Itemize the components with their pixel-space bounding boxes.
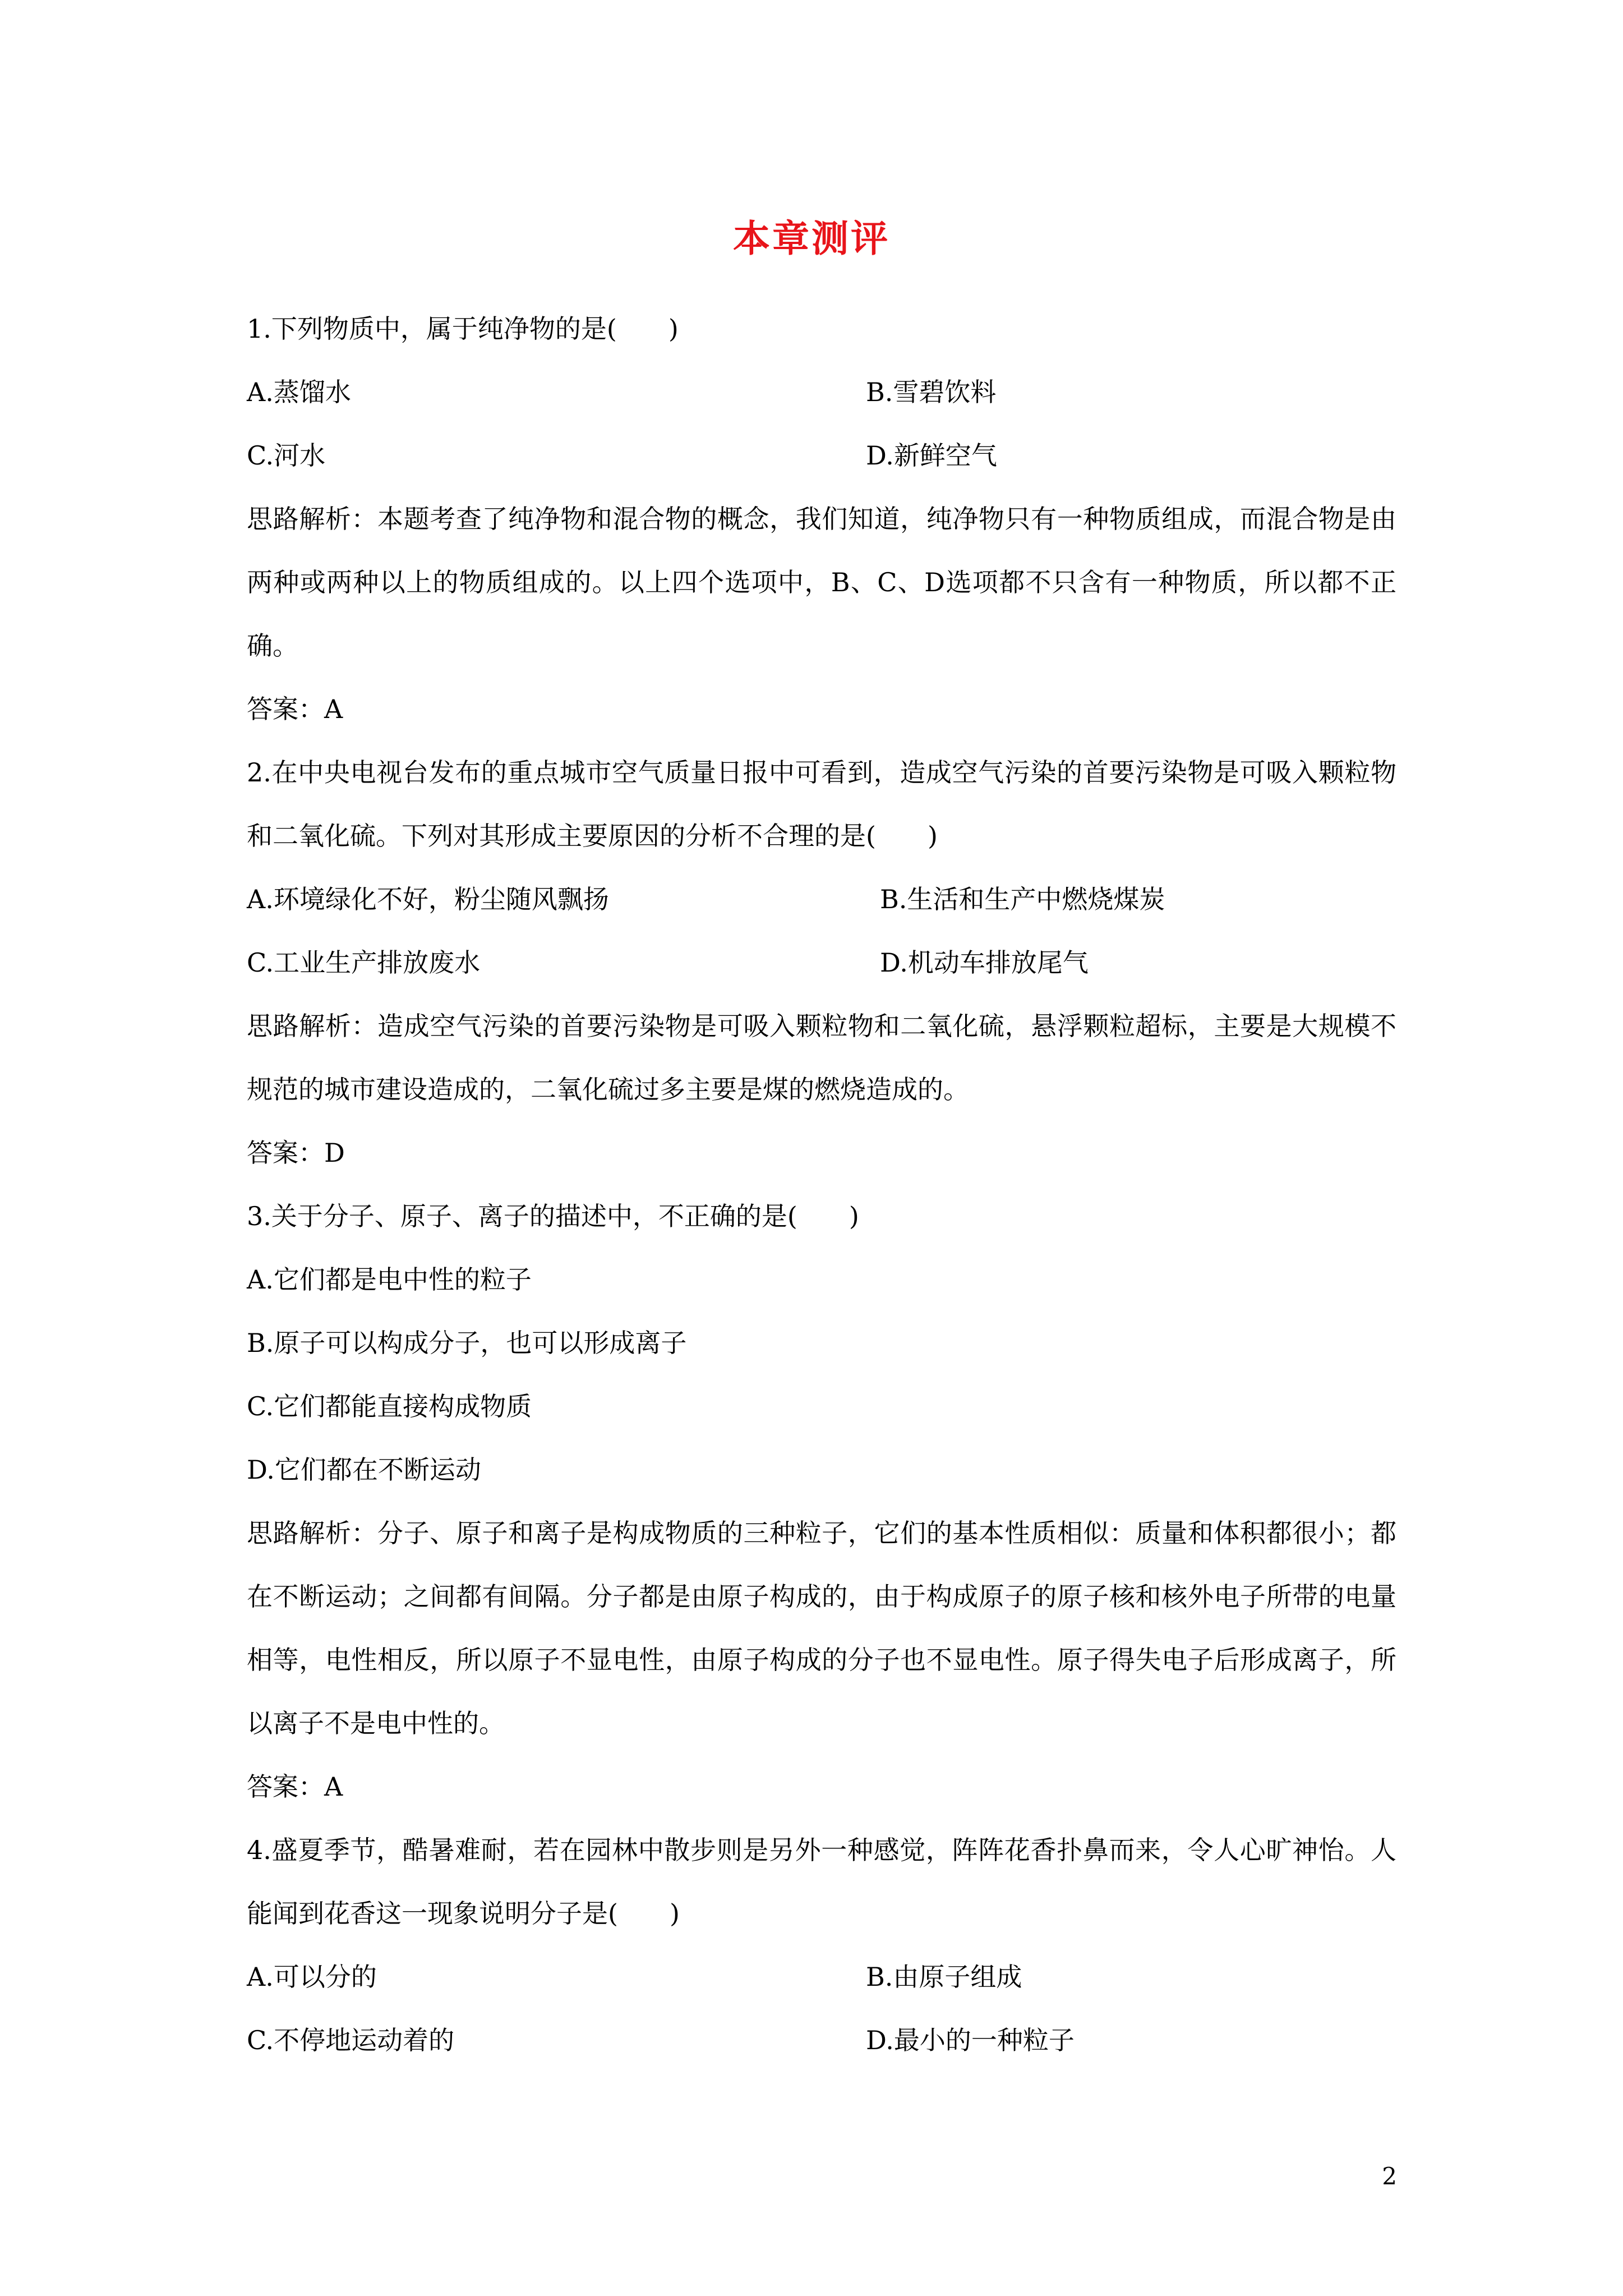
question-2-option-a: A.环境绿化不好，粉尘随风飘扬 <box>247 884 609 914</box>
question-1-options-row-1 <box>247 361 1396 424</box>
question-4-option-a: A.可以分的 <box>247 1962 377 1992</box>
question-3-analysis: 思路解析：分子、原子和离子是构成物质的三种粒子，它们的基本性质相似：质量和体积都很小；都在不断运动；之间都有间隔。分子都是由原子构成的，由于构成原子的原子核和核外电子所带的电量相等，电性相反，所以原子不显电性，由原子构成的分子也不显电性。原子得失电子后形成离子，所以离子不是电中性的。 <box>247 1518 1396 1738</box>
question-3-option-b: B.原子可以构成分子，也可以形成离子 <box>247 1328 687 1358</box>
question-3-answer: 答案：A <box>247 1772 343 1802</box>
question-3-option-d: D.它们都在不断运动 <box>247 1455 481 1485</box>
question-3-stem: 3.关于分子、原子、离子的描述中，不正确的是( ) <box>247 1201 859 1231</box>
question-2-stem: 2.在中央电视台发布的重点城市空气质量日报中可看到，造成空气污染的首要污染物是可吸入颗粒物和二氧化硫。下列对其形成主要原因的分析不合理的是( ) <box>247 757 1396 851</box>
question-1-option-d: D.新鲜空气 <box>866 440 997 471</box>
question-2-options-row-1 <box>247 868 1396 931</box>
question-1-analysis: 思路解析：本题考查了纯净物和混合物的概念，我们知道，纯净物只有一种物质组成，而混合物是由两种或两种以上的物质组成的。以上四个选项中，B、C、D选项都不只含有一种物质，所以都不正确。 <box>247 504 1396 661</box>
question-4-options-row-1 <box>247 1945 1396 2009</box>
question-2-analysis: 思路解析：造成空气污染的首要污染物是可吸入颗粒物和二氧化硫，悬浮颗粒超标，主要是大规模不规范的城市建设造成的，二氧化硫过多主要是煤的燃烧造成的。 <box>247 1011 1396 1105</box>
question-2 <box>247 741 1396 1185</box>
question-1-option-a: A.蒸馏水 <box>247 377 351 407</box>
question-list <box>247 297 1396 2072</box>
question-2-options-row-2 <box>247 931 1396 995</box>
question-1-option-c: C.河水 <box>247 440 326 471</box>
question-2-answer: 答案：D <box>247 1138 345 1168</box>
question-4-options-row-2 <box>247 2009 1396 2072</box>
question-3-option-a: A.它们都是电中性的粒子 <box>247 1264 532 1295</box>
question-2-option-c: C.工业生产排放废水 <box>247 947 481 978</box>
question-4-option-c: C.不停地运动着的 <box>247 2025 455 2055</box>
question-1 <box>247 297 1396 741</box>
page-title: 本章测评 <box>733 217 890 260</box>
question-1-options-row-2 <box>247 424 1396 487</box>
question-2-option-d: D.机动车排放尾气 <box>880 947 1089 978</box>
question-4-stem: 4.盛夏季节，酷暑难耐，若在园林中散步则是另外一种感觉，阵阵花香扑鼻而来，令人心旷神怡。人能闻到花香这一现象说明分子是( ) <box>247 1835 1396 1929</box>
page-number: 2 <box>1382 2162 1397 2190</box>
question-1-answer: 答案：A <box>247 694 343 724</box>
question-4-option-b: B.由原子组成 <box>866 1962 1022 1992</box>
question-1-stem: 1.下列物质中，属于纯净物的是( ) <box>247 314 679 344</box>
question-2-option-b: B.生活和生产中燃烧煤炭 <box>880 884 1165 914</box>
question-4 <box>247 1819 1396 2072</box>
question-3 <box>247 1185 1396 1819</box>
question-4-option-d: D.最小的一种粒子 <box>866 2025 1075 2055</box>
question-3-option-c: C.它们都能直接构成物质 <box>247 1391 532 1421</box>
question-1-option-b: B.雪碧饮料 <box>866 377 997 407</box>
